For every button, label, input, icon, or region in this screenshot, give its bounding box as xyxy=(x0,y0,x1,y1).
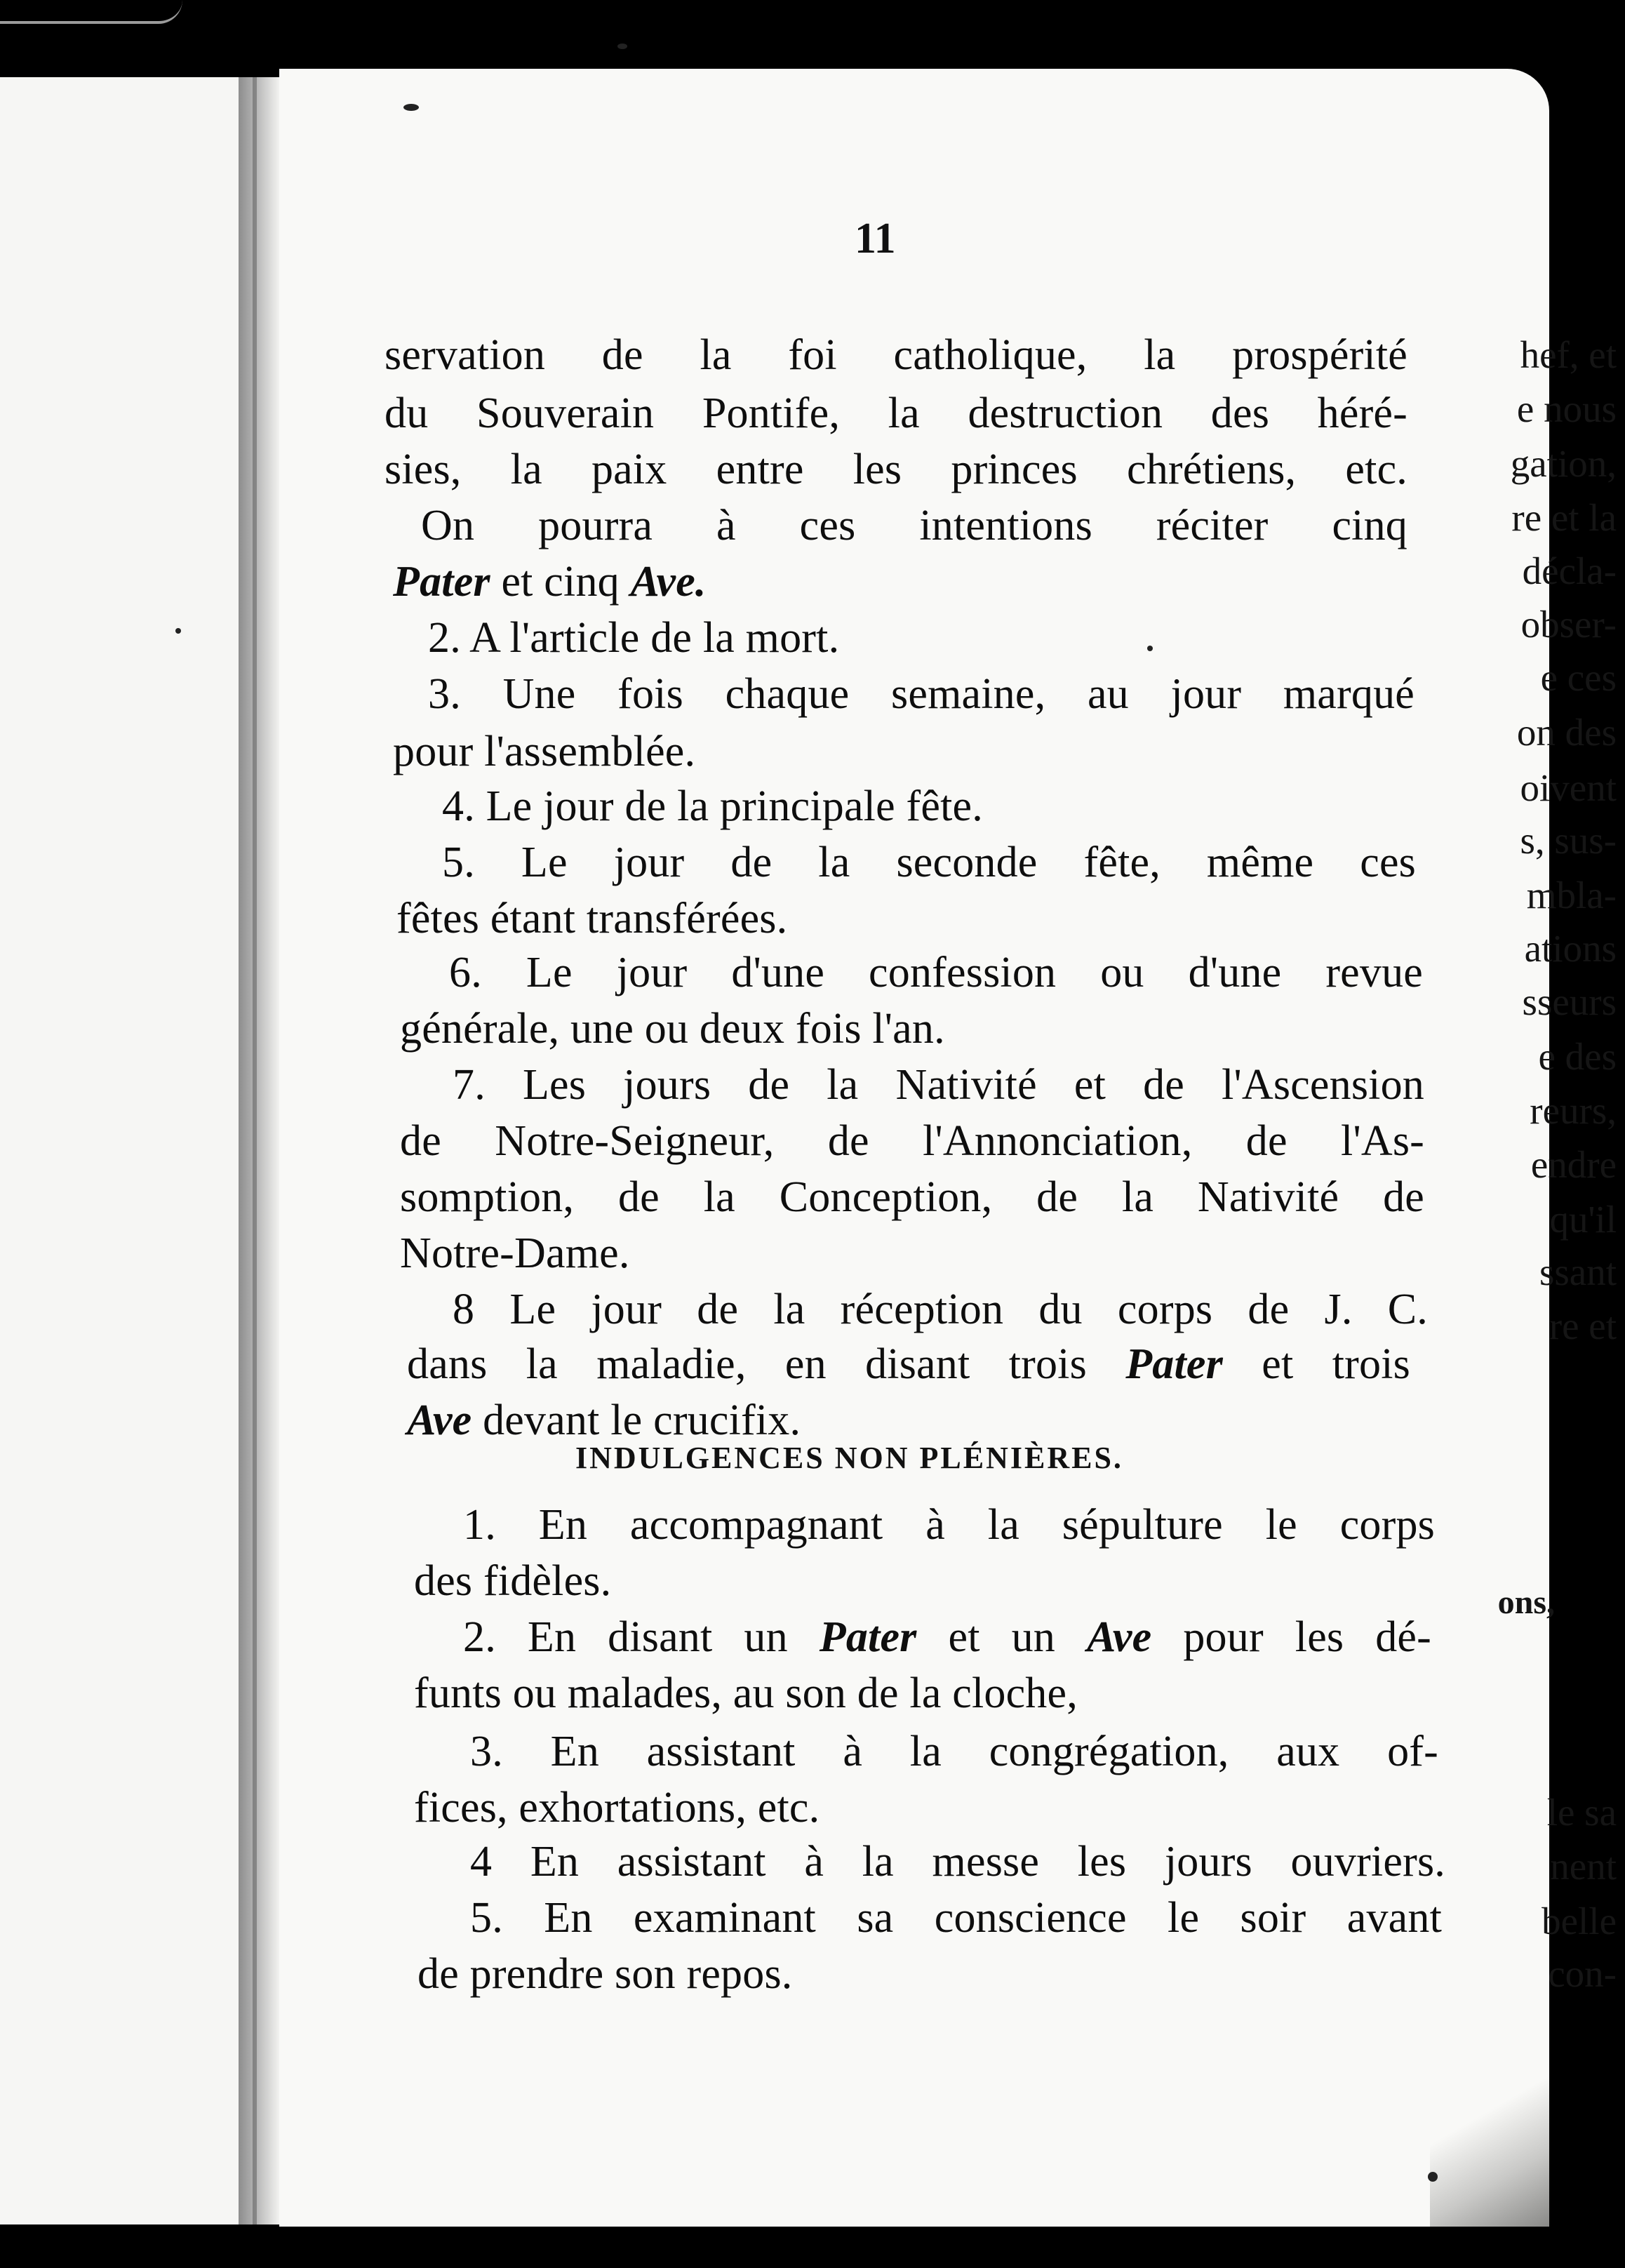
body-line xyxy=(400,1175,1424,1219)
body-line xyxy=(393,730,695,773)
text-run: et cinq xyxy=(490,558,631,606)
italic-term: Pater xyxy=(1125,1340,1223,1388)
body-line xyxy=(400,1229,630,1277)
section-line xyxy=(463,1615,1431,1659)
left-page-line: s, sus- xyxy=(1520,819,1617,862)
left-page-line: ssant xyxy=(1539,1250,1617,1293)
page-corner-curl xyxy=(1430,2044,1549,2227)
text-run: générale, une ou deux fois l'an. xyxy=(400,1005,945,1053)
left-page-line: e nous xyxy=(1516,387,1617,430)
section-line xyxy=(470,1730,1438,1773)
text-run: 4. Le jour de la principale fête. xyxy=(442,782,983,830)
left-page-line: sseurs xyxy=(1522,980,1617,1023)
dust-speck xyxy=(175,628,181,634)
body-line xyxy=(453,1063,1424,1107)
page-number: 11 xyxy=(855,215,896,262)
dust-speck xyxy=(1428,2172,1438,2182)
text-run: dans la maladie, en disant trois xyxy=(407,1340,1126,1388)
section-line xyxy=(463,1503,1435,1547)
text-run: de prendre son repos. xyxy=(417,1950,793,1998)
section-line xyxy=(414,1559,611,1603)
text-run: des fidèles. xyxy=(414,1557,612,1605)
text-run: 1. En accompagnant à la sépulture le corps xyxy=(463,1501,1435,1549)
text-run: funts ou malades, au son de la cloche, xyxy=(414,1669,1078,1717)
body-line xyxy=(384,333,1407,377)
italic-term: Pater xyxy=(393,558,490,606)
dust-speck xyxy=(617,44,627,49)
left-page-line: ations xyxy=(1524,927,1617,970)
text-run: pour les dé- xyxy=(1151,1613,1431,1661)
text-run: servation de la foi catholique, la prospérité xyxy=(384,331,1407,379)
text-run: et un xyxy=(916,1613,1087,1661)
italic-term: Ave xyxy=(407,1396,472,1444)
text-run: du Souverain Pontife, la destruction des héré- xyxy=(384,389,1407,437)
left-page-line: endre xyxy=(1530,1143,1617,1186)
left-facing-page xyxy=(0,77,239,2224)
text-run: et trois xyxy=(1222,1340,1410,1388)
body-line xyxy=(393,558,707,606)
scan-edge-artifact xyxy=(0,0,182,24)
italic-term: Ave. xyxy=(630,558,707,606)
section-heading: INDULGENCES NON PLÉNIÈRES. xyxy=(575,1441,1123,1475)
left-page-line: on des xyxy=(1516,711,1617,754)
text-run: 6. Le jour d'une confession ou d'une revue xyxy=(449,949,1423,996)
body-line xyxy=(421,504,1407,547)
left-page-line: e ces xyxy=(1540,656,1617,699)
text-run: pour l'assemblée. xyxy=(393,728,696,775)
text-run: On pourra à ces intentions réciter cinq xyxy=(421,502,1407,549)
body-line xyxy=(384,448,1407,491)
section-line xyxy=(470,1838,1445,1886)
text-run: fêtes étant transférées. xyxy=(396,895,788,942)
section-line xyxy=(414,1669,1078,1717)
text-run: 8 Le jour de la réception du corps de J. C. xyxy=(453,1286,1428,1333)
left-page-line: re et xyxy=(1549,1305,1617,1347)
text-run: 2. En disant un xyxy=(463,1613,820,1661)
binding-shadow xyxy=(253,77,257,2224)
left-page-line: mbla- xyxy=(1526,874,1617,916)
text-run: de Notre-Seigneur, de l'Annonciation, de l'As- xyxy=(400,1117,1424,1165)
left-page-line: hef, et xyxy=(1520,333,1617,376)
left-page-line: e des xyxy=(1538,1035,1617,1078)
body-line xyxy=(453,1288,1428,1331)
section-line xyxy=(414,1784,820,1832)
body-line xyxy=(400,1005,945,1053)
body-line xyxy=(442,841,1416,884)
section-line xyxy=(470,1896,1442,1940)
text-run: fices, exhortations, etc. xyxy=(414,1784,820,1832)
left-page-line: belle xyxy=(1542,1900,1617,1942)
text-run: 2. A l'article de la mort. xyxy=(428,614,840,662)
section-line xyxy=(417,1952,792,1996)
body-line xyxy=(428,616,839,660)
dust-speck xyxy=(1147,646,1153,651)
text-run: Notre-Dame. xyxy=(400,1229,630,1277)
dust-speck xyxy=(403,104,419,111)
left-page-line: gation, xyxy=(1510,442,1617,485)
text-run: 5. Le jour de la seconde fête, même ces xyxy=(442,839,1416,886)
body-line xyxy=(442,782,983,830)
text-run: 7. Les jours de la Nativité et de l'Ascension xyxy=(453,1061,1424,1109)
text-run: 3. En assistant à la congrégation, aux of- xyxy=(470,1728,1438,1775)
body-line xyxy=(384,389,1407,437)
left-page-line: le sa xyxy=(1546,1791,1617,1834)
book-gutter xyxy=(239,77,279,2224)
left-page-line: nent xyxy=(1550,1845,1617,1888)
body-line xyxy=(428,672,1415,716)
italic-term: Ave xyxy=(1086,1613,1152,1661)
left-page-line: oivent xyxy=(1520,766,1617,809)
body-line xyxy=(396,897,787,940)
text-run: 3. Une fois chaque semaine, au jour marqué xyxy=(428,670,1415,718)
italic-term: Pater xyxy=(819,1613,917,1661)
left-page-line: con- xyxy=(1548,1952,1617,1995)
text-run: somption, de la Conception, de la Nativité de xyxy=(400,1173,1424,1221)
body-line xyxy=(407,1396,801,1444)
body-line xyxy=(400,1119,1424,1163)
left-page-line: obser- xyxy=(1520,603,1617,646)
left-page-line: ons, xyxy=(1497,1584,1555,1621)
text-run: 4 En assistant à la messe les jours ouvriers. xyxy=(470,1838,1445,1886)
left-page-line: qu'il xyxy=(1549,1198,1617,1241)
body-line xyxy=(407,1342,1410,1386)
text-run: devant le crucifix. xyxy=(472,1396,801,1444)
text-run: 5. En examinant sa conscience le soir avant xyxy=(470,1894,1442,1942)
left-page-line: reurs, xyxy=(1530,1089,1617,1132)
left-page-line: re et la xyxy=(1511,496,1617,539)
text-run: sies, la paix entre les princes chrétiens, etc. xyxy=(384,446,1407,493)
body-line xyxy=(449,951,1423,994)
left-page-line: décla- xyxy=(1522,549,1617,592)
